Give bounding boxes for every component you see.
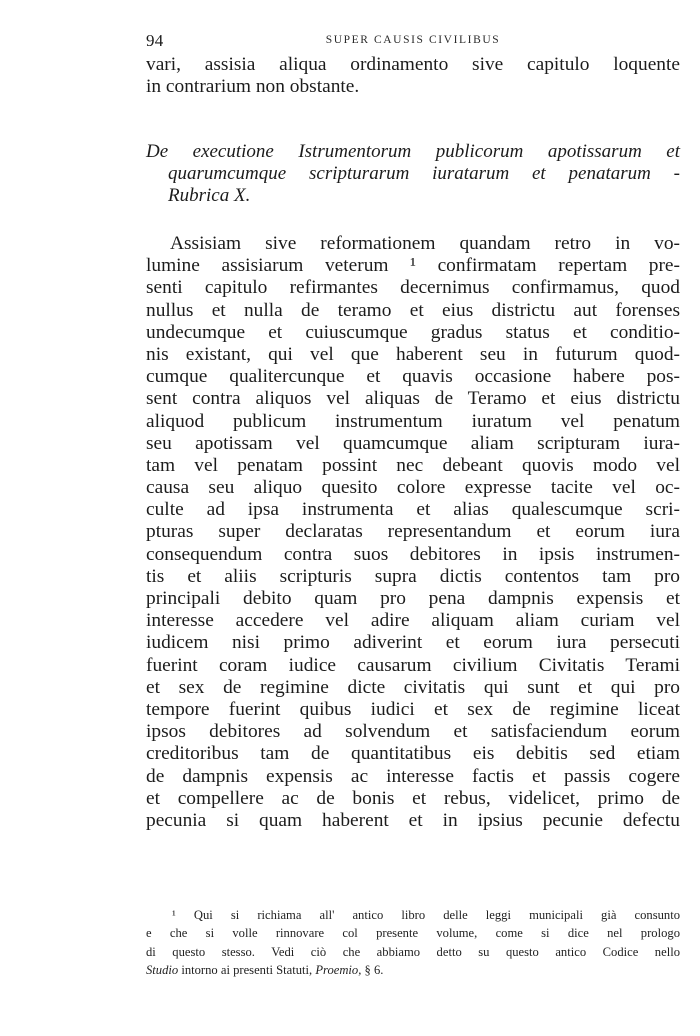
text-line: vari, assisia aliqua ordinamento sive capitulo loquente [146,54,680,75]
footnote-line [146,961,680,979]
text-line: principali debito quam pro pena dampnis expensis et [146,588,680,609]
text-line: in contrarium non obstante. [146,76,360,98]
page-header [146,31,680,53]
text-line: creditoribus tam de quantitatibus eis debitis sed etiam [146,743,680,765]
text-line: sent contra aliquos vel aliquas de Teramo et eius districtu [146,388,680,410]
rubric-line: quarumcumque scripturarum iuratarum et penatarum - [168,163,680,185]
running-head: SUPER CAUSIS CIVILIBUS [325,34,501,46]
rubric-heading [146,141,680,208]
text-line: causa seu aliquo quesito colore expresse tacite vel oc- [146,477,680,499]
page-number: 94 [146,31,164,50]
text-line: seu apotissam vel quamcumque aliam scripturam iura- [146,432,680,454]
rubric-line: De executione Istrumentorum publicorum apotissarum et [146,141,680,162]
text-line: et sex de regimine dicte civitatis qui sunt et qui pro [146,676,680,698]
text-line: pecunia si quam haberent et in ipsius pecunie defectu [146,809,680,831]
footnote-line: ¹ Qui si richiama all' antico libro delle leggi municipali già consunto [172,908,680,922]
footnote-text: intorno ai presenti Statuti, [178,963,316,978]
text-line: pturas super declaratas representandum et eorum iura [146,521,680,543]
text-line: tis et aliis scripturis supra dictis contentos tam pro [146,565,680,587]
rubric-line: Rubrica X. [168,185,251,207]
text-line: cumque qualitercunque et quavis occasione habere pos- [146,366,680,388]
intro-paragraph [146,54,680,98]
text-line: fuerint coram iudice causarum civilium Civitatis Terami [146,654,680,676]
text-line: interesse accedere vel adire aliquam aliam curiam vel [146,610,680,632]
footnote-section: § 6. [361,963,384,978]
text-line: nis existant, qui vel que haberent seu in futurum quod- [146,343,680,365]
text-line: et compellere ac de bonis et rebus, videlicet, primo de [146,787,680,809]
text-line: senti capitulo refirmantes decernimus confirmamus, quod [146,277,680,299]
text-line: undecumque et cuiuscumque gradus status et conditio- [146,321,680,343]
text-line: lumine assisiarum veterum ¹ confirmatam repertam pre- [146,255,680,277]
footnote-title-studio: Studio [146,963,179,978]
text-line: tempore fuerint quibus iudici et sex de regimine liceat [146,698,680,720]
footnote-line: di questo stesso. Vedi ciò che abbiamo detto su questo antico Codice nello [146,944,680,959]
text-line: nullus et nulla de teramo et eius districtu aut forenses [146,299,680,321]
text-line: Assisiam sive reformationem quandam retro in vo- [170,233,680,254]
text-line: de dampnis expensis ac interesse factis et passis cogere [146,765,680,787]
text-line: consequendum contra suos debitores in ipsis instrumen- [146,543,680,565]
text-line: culte ad ipsa instrumenta et alias qualescumque scri- [146,499,680,521]
text-line: iudicem nisi primo adiverint et eorum iura persecuti [146,632,680,654]
text-line: aliquod publicum instrumentum iuratum vel penatum [146,410,680,432]
text-line: ipsos debitores ad solvendum et satisfaciendum eorum [146,721,680,743]
footnote-title-proemio: Proemio, [315,963,362,978]
text-line: tam vel penatam possint nec debeant quovis modo vel [146,454,680,476]
footnote-line: e che si volle rinnovare col presente volume, come si dice nel prologo [146,926,680,941]
footnote [146,906,680,980]
main-paragraph [146,233,680,832]
